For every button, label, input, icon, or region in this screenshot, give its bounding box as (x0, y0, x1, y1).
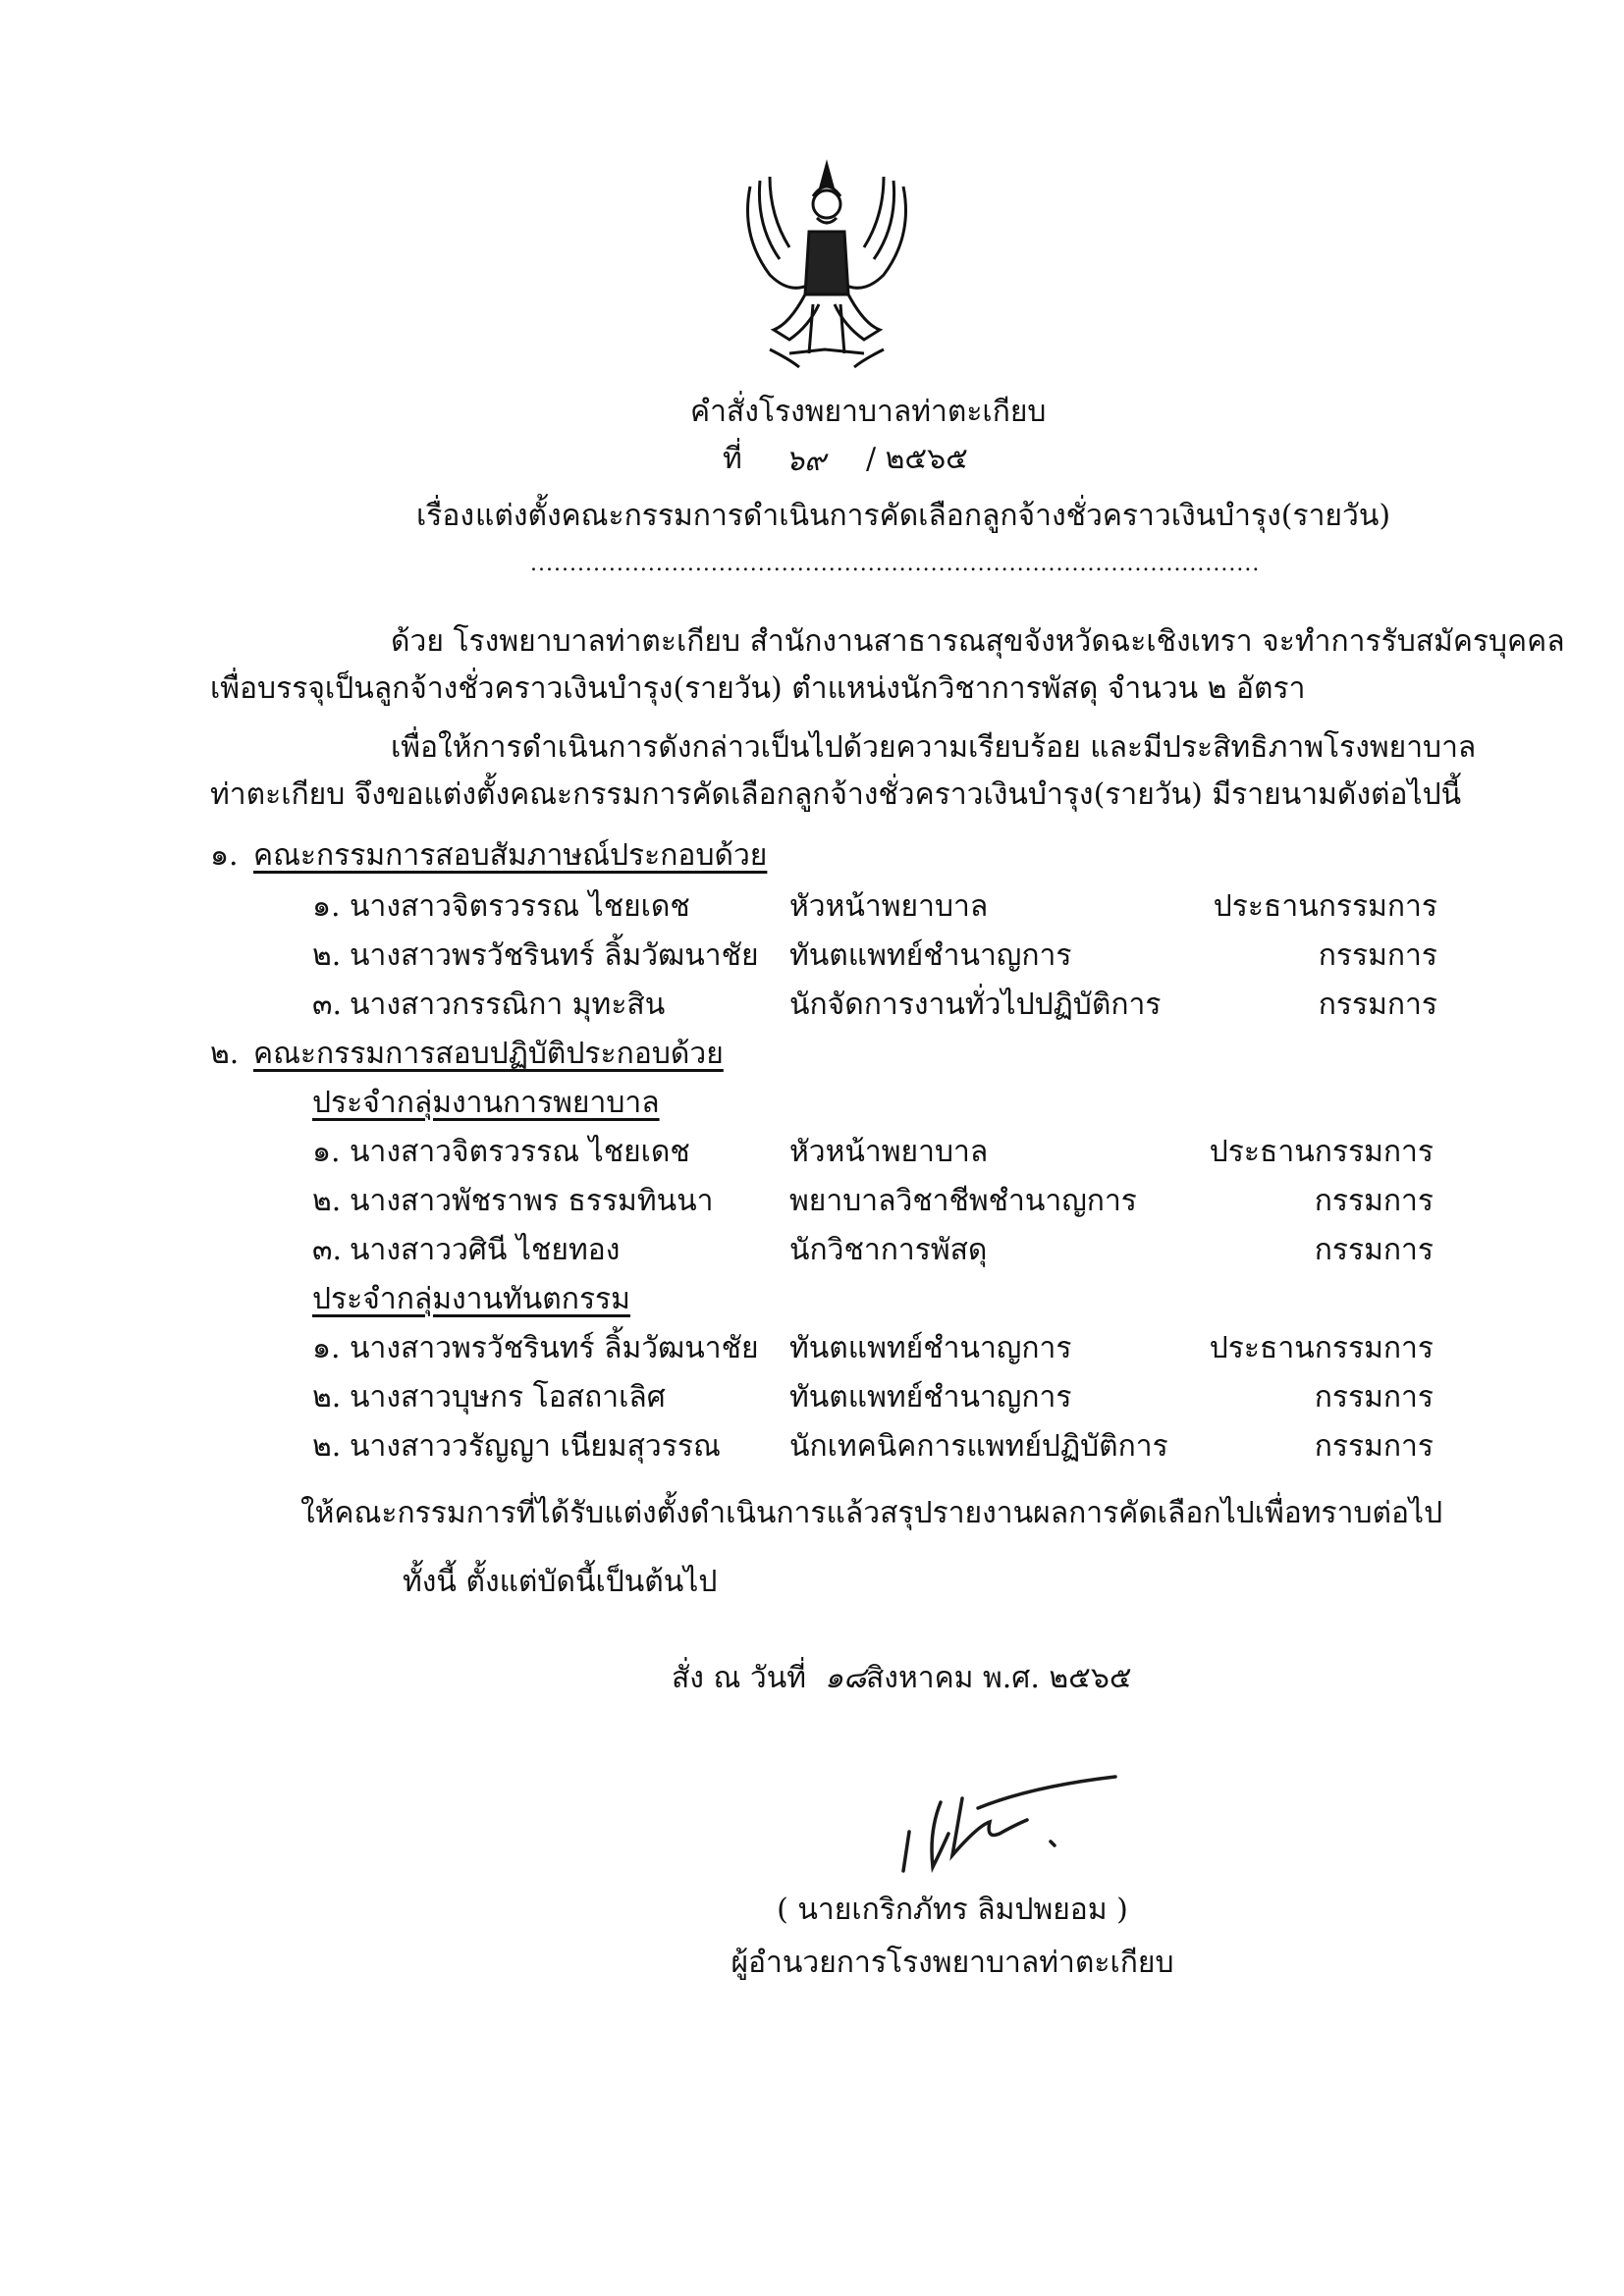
committee2-number: ๒. (210, 1037, 240, 1071)
committee2-heading: คณะกรรมการสอบปฏิบัติประกอบด้วย (253, 1037, 724, 1071)
order-title: คำสั่งโรงพยาบาลท่าตะเกียบ (690, 395, 1047, 429)
date-suffix: สิงหาคม พ.ศ. ๒๕๖๕ (866, 1661, 1132, 1695)
para2-line2: ท่าตะเกียบ จึงขอแต่งตั้งคณะกรรมการคัดเลือกลูกจ้างชั่วคราวเงินบำรุง(รายวัน) มีรายนามดังต่อไปนี้ (210, 777, 1462, 812)
c2g2-member-position: ทันตแพทย์ชำนาญการ (789, 1331, 1072, 1365)
c1-member-name: นางสาวจิตรวรรณ ไชยเดช (350, 889, 690, 924)
committee1-heading: คณะกรรมการสอบสัมภาษณ์ประกอบด้วย (253, 838, 768, 873)
c2-group2-heading: ประจำกลุ่มงานทันตกรรม (312, 1282, 630, 1316)
c1-member-role: กรรมการ (1318, 938, 1437, 973)
c2g1-member-role: ประธานกรรมการ (1209, 1135, 1434, 1169)
c2g2-member-no: ๑. (312, 1331, 341, 1365)
order-number-label: ที่ (723, 442, 742, 476)
c2g2-member-name: นางสาวบุษกร โอสถาเลิศ (350, 1380, 666, 1415)
c2g1-member-no: ๑. (312, 1135, 341, 1169)
c2g2-member-name: นางสาววรัญญา เนียมสุวรรณ (350, 1429, 721, 1464)
c2g2-member-role: ประธานกรรมการ (1209, 1331, 1434, 1365)
c2g1-member-name: นางสาววศินี ไชยทอง (350, 1233, 621, 1267)
c2g2-member-name: นางสาวพรวัชรินทร์ ลิ้มวัฒนาชัย (350, 1331, 759, 1365)
c2g2-member-position: ทันตแพทย์ชำนาญการ (789, 1380, 1072, 1415)
c2g1-member-position: นักวิชาการพัสดุ (789, 1233, 988, 1267)
c1-member-name: นางสาวพรวัชรินทร์ ลิ้มวัฒนาชัย (350, 938, 759, 973)
signatory-name: ( นายเกริกภัทร ลิมปพยอม ) (777, 1893, 1128, 1927)
order-number-year: / ๒๕๖๕ (866, 442, 968, 476)
para1-line1: ด้วย โรงพยาบาลท่าตะเกียบ สำนักงานสาธารณสุขจังหวัดฉะเชิงเทรา จะทำการรับสมัครบุคคล (391, 624, 1565, 659)
c1-member-position: หัวหน้าพยาบาล (789, 889, 989, 924)
c1-member-role: ประธานกรรมการ (1213, 889, 1437, 924)
c2-group1-heading: ประจำกลุ่มงานการพยาบาล (312, 1086, 660, 1120)
c2g2-member-position: นักเทคนิคการแพทย์ปฏิบัติการ (789, 1429, 1168, 1464)
c1-member-position: ทันตแพทย์ชำนาญการ (789, 938, 1072, 973)
c1-member-no: ๒. (312, 938, 342, 973)
c1-member-position: นักจัดการงานทั่วไปปฏิบัติการ (789, 988, 1162, 1022)
header-separator: ............................................................................................. (530, 552, 1261, 576)
c1-member-no: ๑. (312, 889, 341, 924)
closing-line1: ให้คณะกรรมการที่ได้รับแต่งตั้งดำเนินการแล้วสรุปรายงานผลการคัดเลือกไปเพื่อทราบต่อไป (300, 1496, 1443, 1530)
para1-line2: เพื่อบรรจุเป็นลูกจ้างชั่วคราวเงินบำรุง(รายวัน) ตำแหน่งนักวิชาการพัสดุ จำนวน ๒ อัตรา (210, 671, 1306, 706)
garuda-emblem-icon (731, 157, 923, 373)
c2g2-member-no: ๒. (312, 1380, 342, 1415)
order-number-handwritten: ๖๙ (785, 444, 827, 478)
signature-scribble (884, 1773, 1139, 1881)
c2g1-member-role: กรรมการ (1314, 1184, 1434, 1218)
closing-line2: ทั้งนี้ ตั้งแต่บัดนี้เป็นต้นไป (403, 1565, 718, 1599)
c2g1-member-name: นางสาวพัชราพร ธรรมทินนา (350, 1184, 714, 1218)
c2g2-member-role: กรรมการ (1314, 1380, 1434, 1415)
c1-member-no: ๓. (312, 988, 343, 1022)
committee1-number: ๑. (210, 838, 239, 873)
c2g2-member-role: กรรมการ (1314, 1429, 1434, 1464)
c2g1-member-role: กรรมการ (1314, 1233, 1434, 1267)
c1-member-role: กรรมการ (1318, 988, 1437, 1022)
subject-text: แต่งตั้งคณะกรรมการดำเนินการคัดเลือกลูกจ้างชั่วคราวเงินบำรุง(รายวัน) (475, 499, 1391, 533)
c1-member-name: นางสาวกรรณิกา มุทะสิน (350, 988, 666, 1022)
c2g1-member-position: หัวหน้าพยาบาล (789, 1135, 989, 1169)
subject-label: เรื่อง (416, 499, 475, 533)
c2g1-member-no: ๒. (312, 1184, 342, 1218)
c2g2-member-no: ๒. (312, 1429, 342, 1464)
c2g1-member-no: ๓. (312, 1233, 343, 1267)
signatory-title: ผู้อำนวยการโรงพยาบาลท่าตะเกียบ (731, 1946, 1174, 1980)
date-prefix: สั่ง ณ วันที่ (672, 1661, 806, 1695)
para2-line1: เพื่อให้การดำเนินการดังกล่าวเป็นไปด้วยความเรียบร้อย และมีประสิทธิภาพโรงพยาบาล (391, 730, 1477, 765)
c2g1-member-name: นางสาวจิตรวรรณ ไชยเดช (350, 1135, 690, 1169)
c2g1-member-position: พยาบาลวิชาชีพชำนาญการ (789, 1184, 1137, 1218)
date-day-handwritten: ๑๘ (825, 1661, 867, 1695)
